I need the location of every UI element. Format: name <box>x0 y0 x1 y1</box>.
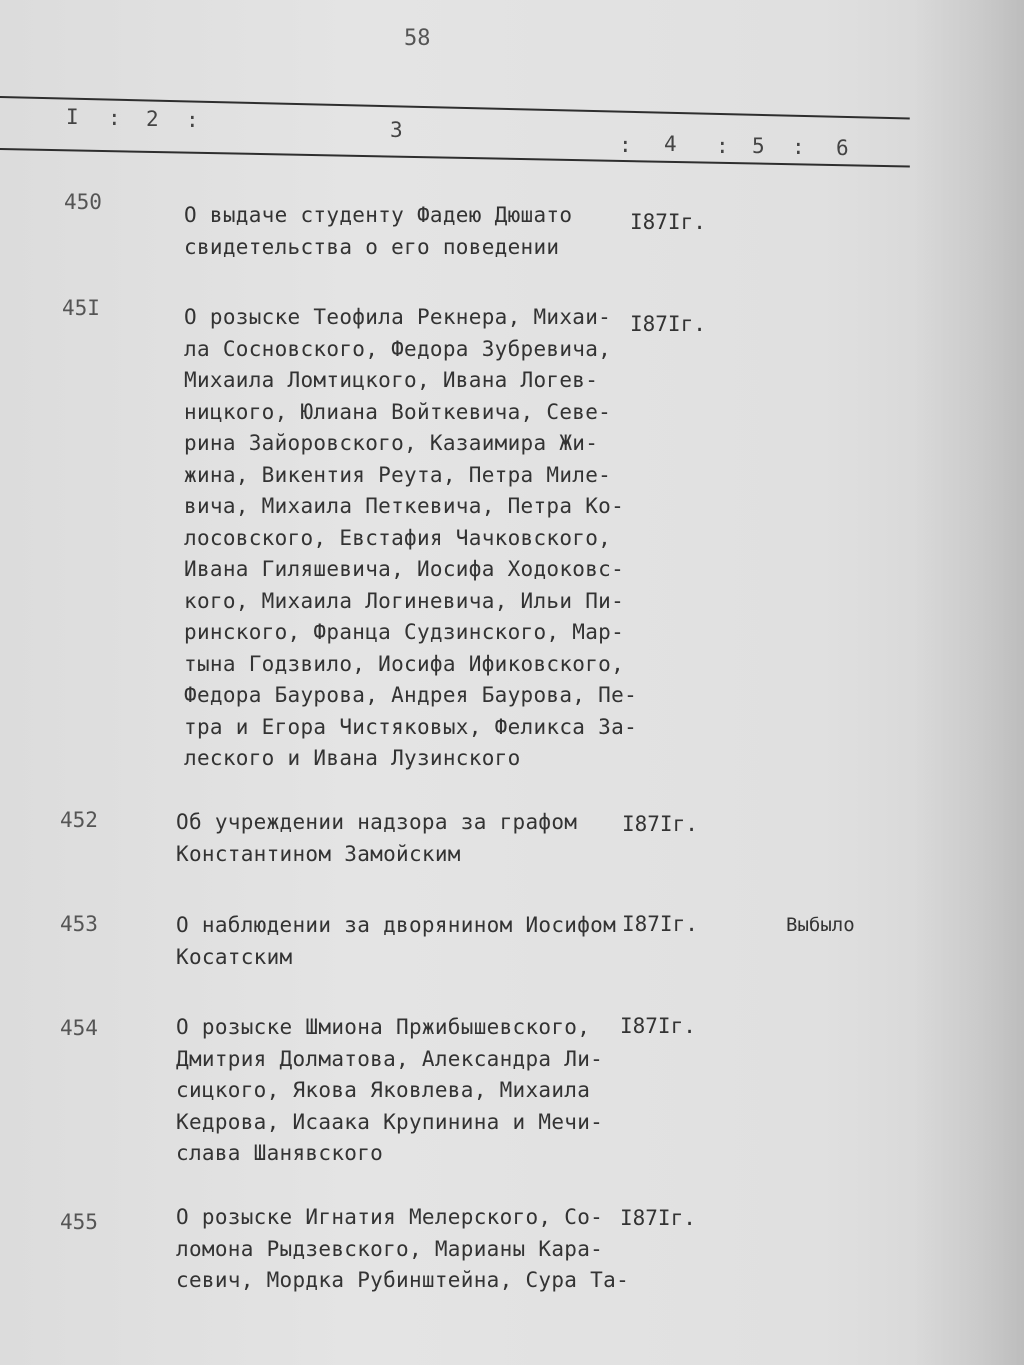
page-edge-shadow <box>914 0 1024 1365</box>
entry-title: О выдаче студенту Фадею Дюшато свидетельства о его поведении <box>184 203 573 259</box>
entry-number: 450 <box>64 190 102 214</box>
header-top-rule <box>0 96 910 119</box>
entry-title: Об учреждении надзора за графом Константином Замойским <box>176 810 578 866</box>
entry-number: 452 <box>60 808 98 832</box>
column-header-4: 4 <box>664 132 677 156</box>
entry-number: 453 <box>60 912 98 936</box>
entry-note: Выбыло <box>786 914 855 936</box>
entry-year: I87Iг. <box>622 812 698 836</box>
entry-year: I87Iг. <box>620 1014 696 1038</box>
entry-number: 454 <box>60 1016 98 1040</box>
column-header-2: 2 <box>146 107 159 131</box>
column-separator: : <box>792 135 805 159</box>
header-bottom-rule <box>0 148 910 167</box>
column-separator: : <box>716 134 729 158</box>
entry-year: I87Iг. <box>630 210 706 234</box>
entry-year: I87Iг. <box>630 312 706 336</box>
entry-title: О розыске Теофила Рекнера, Михаи- ла Сосновского, Федора Зубревича, Михаила Ломтицкого, Ивана Логев- ницкого, Юлиана Войткевича, Севе- рина Зайоровского, Казаимира Жи- жина, Викентия Реута, Петра Миле- вича, Михаила Петкевича, Петра Ко- лосовского, Евстафия Чачковского, Ивана Гиляшевича, Иосифа Ходоковс- кого, Михаила Логиневича, Ильи Пи- ринского, Франца Судзинского, Мар- тына Годзвило, Иосифа Ификовского, Федора Баурова, Андрея Баурова, Пе- тра и Егора Чистяковых, Феликса За- леского и Ивана Лузинского <box>184 305 638 770</box>
entry-number: 45I <box>62 296 100 320</box>
column-header-6: 6 <box>836 136 849 160</box>
column-header-5: 5 <box>752 134 765 158</box>
entry-year: I87Iг. <box>620 1206 696 1230</box>
column-separator: : <box>186 108 199 132</box>
entry-title: О розыске Игнатия Мелерского, Со- ломона Рыдзевского, Марианы Кара- севич, Мордка Рубинштейна, Сура Та- <box>176 1205 630 1292</box>
page-number: 58 <box>404 26 431 51</box>
column-separator: : <box>619 133 632 157</box>
column-header-1: I <box>66 105 79 129</box>
entry-title: О розыске Шмиона Пржибышевского, Дмитрия Долматова, Александра Ли- сицкого, Якова Яковлева, Михаила Кедрова, Исаака Крупинина и Мечи- слава Шанявского <box>176 1015 604 1165</box>
entry-number: 455 <box>60 1210 98 1234</box>
entry-year: I87Iг. <box>622 912 698 936</box>
column-header-3: 3 <box>390 118 403 142</box>
column-separator: : <box>108 106 121 130</box>
entry-title: О наблюдении за дворянином Иосифом Косатским <box>176 913 617 969</box>
